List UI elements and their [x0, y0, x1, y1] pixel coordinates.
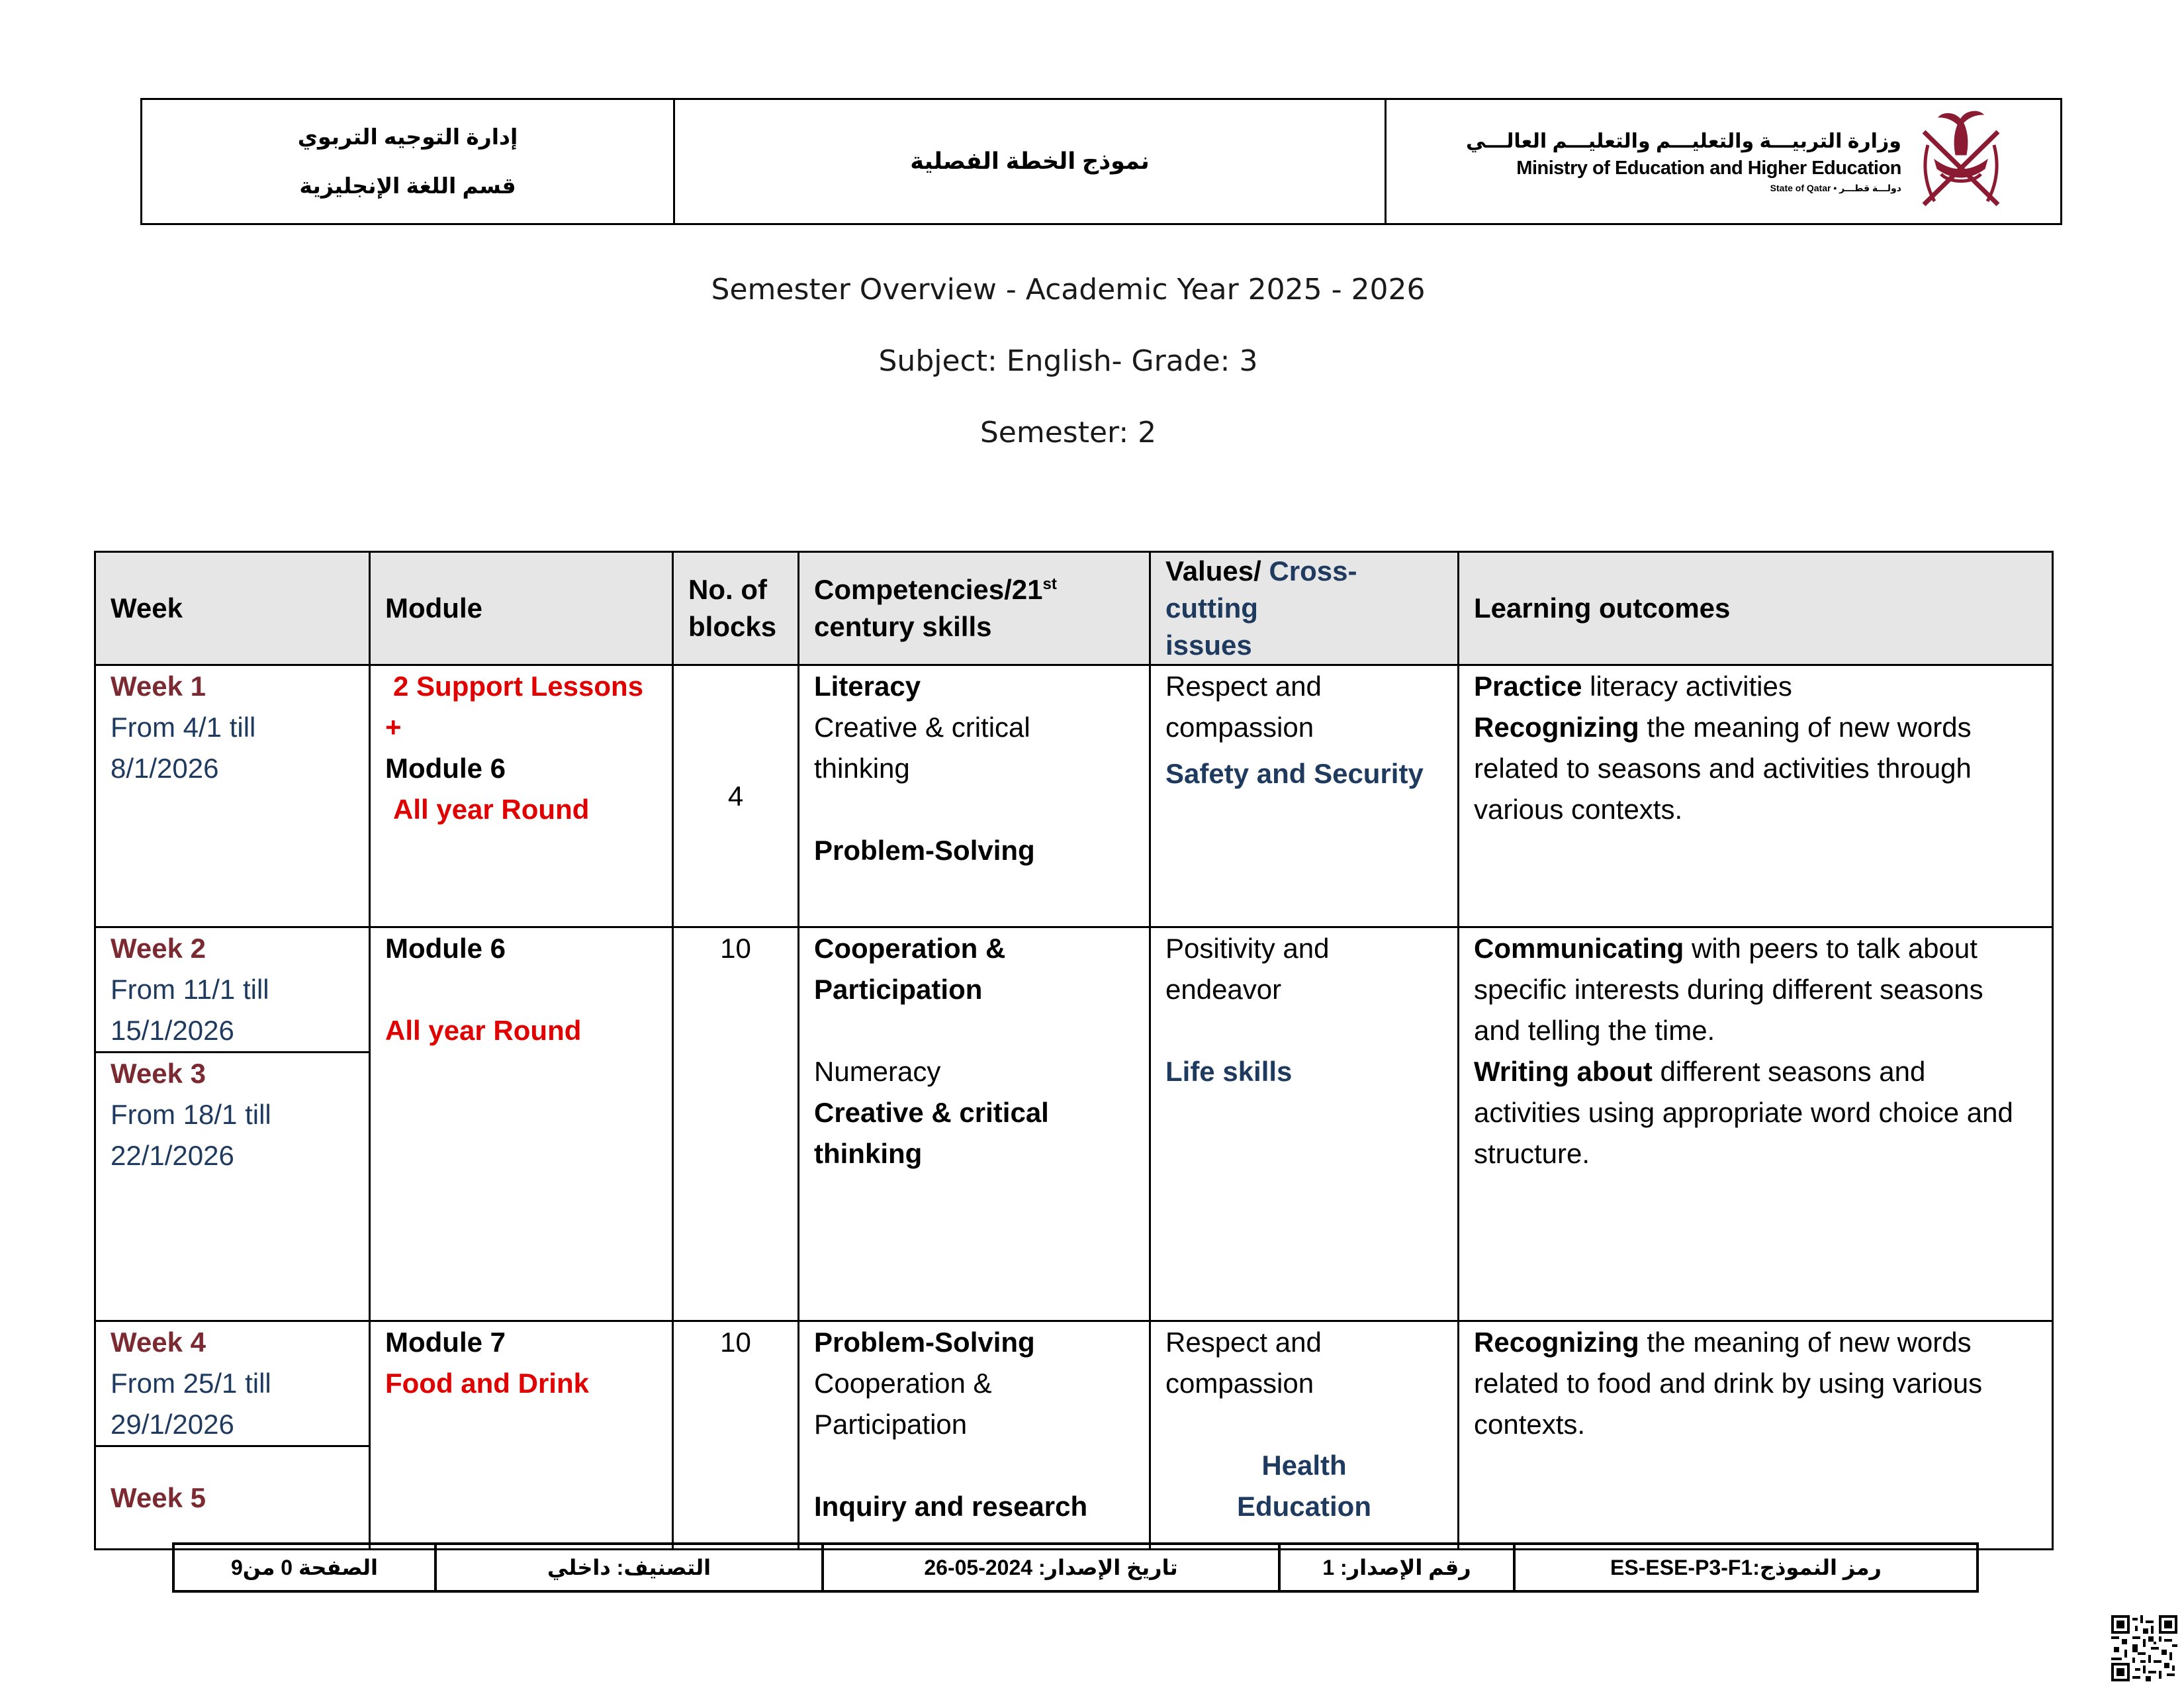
- state-label: State of Qatar • دولـــة قطـــر: [1770, 183, 1901, 193]
- module-theme: All year Round: [385, 1015, 582, 1046]
- section-name: قسم اللغة الإنجليزية: [299, 173, 516, 198]
- outcome-verb: Communicating: [1474, 933, 1684, 964]
- cross-cutting-issue: Safety and Security: [1165, 758, 1424, 789]
- learning-outcome: [1474, 1051, 2037, 1174]
- header-competencies-text: Competencies/21: [814, 574, 1043, 605]
- competency: Creative & critical: [814, 712, 1030, 743]
- competency: thinking: [814, 1138, 923, 1169]
- document-footer: [172, 1542, 1979, 1593]
- week-dates-start: From 4/1 till: [111, 712, 256, 743]
- cross-cutting-issue: Life skills: [1165, 1056, 1293, 1087]
- header-module: Module: [370, 552, 673, 665]
- week-dates-end: 29/1/2026: [111, 1409, 234, 1440]
- form-code: رمز النموذج:ES-ESE-P3-F1: [1514, 1544, 1978, 1591]
- competency: Participation: [814, 974, 983, 1005]
- header-week: Week: [95, 552, 370, 665]
- competency: Problem-Solving: [814, 1327, 1035, 1358]
- header-competencies: [799, 552, 1150, 665]
- table-header-row: [95, 552, 2053, 665]
- value-text: endeavor: [1165, 974, 1282, 1005]
- table-row: [95, 1321, 2053, 1446]
- value-text: Positivity and: [1165, 933, 1330, 964]
- ministry-logo-text: [1466, 128, 1901, 195]
- issue-number: رقم الإصدار: 1: [1279, 1544, 1514, 1591]
- outcomes-cell: [1459, 1321, 2053, 1550]
- competency: Creative & critical: [814, 1097, 1049, 1128]
- outcome-verb: Recognizing: [1474, 1327, 1639, 1358]
- overview-title: Semester Overview - Academic Year 2025 - 2026: [711, 273, 1426, 306]
- header-competencies-line2: century skills: [814, 611, 992, 642]
- week-label: Week 3: [111, 1058, 206, 1089]
- department-name: إدارة التوجيه التربوي: [297, 124, 518, 149]
- header-values-line2: issues: [1165, 630, 1252, 661]
- ministry-name-english: Ministry of Education and Higher Education: [1516, 158, 1901, 179]
- week-dates-start: From 18/1 till: [111, 1099, 271, 1130]
- outcome-text: literacy activities: [1582, 671, 1792, 702]
- learning-outcome: [1474, 707, 2037, 830]
- cross-cutting-issue: Health: [1261, 1450, 1347, 1481]
- week-cell: [95, 1446, 370, 1550]
- outcome-text: the meaning of new words related to seasons and activities through various contexts.: [1474, 712, 1972, 825]
- week-label: Week 5: [111, 1481, 206, 1513]
- module-cell: [370, 927, 673, 1321]
- blocks-cell: 10: [673, 1321, 799, 1550]
- competencies-cell: [799, 665, 1150, 927]
- semester-line: Semester: 2: [979, 416, 1157, 449]
- week-dates-end: 22/1/2026: [111, 1140, 234, 1171]
- table-row: [95, 927, 2053, 1053]
- competency: Inquiry and research: [814, 1491, 1088, 1522]
- header-values: [1150, 552, 1459, 665]
- table-row: [95, 665, 2053, 927]
- competency: Problem-Solving: [814, 835, 1035, 866]
- competency: Cooperation &: [814, 933, 1006, 964]
- week-label: Week 4: [111, 1327, 206, 1358]
- learning-outcome: [1474, 928, 2037, 1051]
- blocks-cell: 10: [673, 927, 799, 1321]
- competency: Participation: [814, 1409, 968, 1440]
- ministry-name-arabic: وزارة التربيـــة والتعليـــم والتعليـــم العالـــي: [1466, 130, 1901, 152]
- outcome-text: different seasons and activities using appropriate word choice and structure.: [1474, 1056, 2013, 1169]
- week-dates-end: 15/1/2026: [111, 1015, 234, 1046]
- competencies-cell: [799, 927, 1150, 1321]
- values-cell: [1150, 1321, 1459, 1550]
- cross-cutting-issue: Education: [1236, 1491, 1371, 1522]
- competencies-cell: [799, 1321, 1150, 1550]
- ministry-logo-cell: [1387, 100, 2060, 223]
- module-cell: [370, 1321, 673, 1550]
- learning-outcome: [1474, 1322, 2037, 1445]
- module-name: Module 7: [385, 1327, 506, 1358]
- competency: Numeracy: [814, 1056, 941, 1087]
- header-values-line1: [1165, 553, 1443, 627]
- subject-line: Subject: English- Grade: 3: [878, 344, 1258, 378]
- value-text: Respect and: [1165, 671, 1322, 702]
- competency: Literacy: [814, 671, 921, 702]
- value-text: Respect and: [1165, 1327, 1322, 1358]
- week-cell: [95, 1321, 370, 1446]
- competency: thinking: [814, 753, 910, 784]
- support-lessons: 2 Support Lessons: [393, 671, 644, 702]
- outcome-verb: Recognizing: [1474, 712, 1639, 743]
- week-label: Week 2: [111, 933, 206, 964]
- qr-code-icon: [2111, 1615, 2177, 1681]
- page-number: الصفحة 0 من9: [173, 1544, 435, 1591]
- module-theme: Food and Drink: [385, 1368, 589, 1399]
- value-text: compassion: [1165, 1368, 1314, 1399]
- value-text: compassion: [1165, 712, 1314, 743]
- week-cell: [95, 927, 370, 1053]
- header-values-text: Values/: [1165, 555, 1269, 586]
- competency: Cooperation &: [814, 1368, 992, 1399]
- header-competencies-line1: [814, 571, 1134, 608]
- header-outcomes: Learning outcomes: [1459, 552, 2053, 665]
- document-header: [140, 98, 2062, 225]
- learning-outcome: [1474, 666, 2037, 707]
- outcome-verb: Practice: [1474, 671, 1582, 702]
- module-theme: All year Round: [393, 794, 590, 825]
- header-blocks-line2: blocks: [688, 611, 777, 642]
- outcome-text: the meaning of new words related to food and drink by using various contexts.: [1474, 1327, 1983, 1440]
- header-blocks-line1: No. of: [688, 574, 767, 605]
- issue-date: تاريخ الإصدار: 2024-05-26: [823, 1544, 1279, 1591]
- header-blocks: [673, 552, 799, 665]
- header-competencies-sup: st: [1042, 575, 1057, 593]
- week-label: Week 1: [111, 671, 206, 702]
- week-cell: [95, 1053, 370, 1321]
- week-dates-start: From 25/1 till: [111, 1368, 271, 1399]
- classification: التصنيف: داخلي: [435, 1544, 823, 1591]
- values-cell: [1150, 665, 1459, 927]
- form-title-cell: [675, 100, 1387, 223]
- form-title: نموذج الخطة الفصلية: [910, 148, 1150, 174]
- outcome-verb: Writing about: [1474, 1056, 1653, 1087]
- header-cross-cutting: Cross-cutting: [1165, 555, 1357, 624]
- week-cell: [95, 665, 370, 927]
- outcomes-cell: [1459, 665, 2053, 927]
- qatar-emblem-icon: [1915, 105, 2007, 218]
- module-name: Module 6: [385, 933, 506, 964]
- outcomes-cell: [1459, 927, 2053, 1321]
- plus-sign: +: [385, 712, 402, 743]
- week-dates-start: From 11/1 till: [111, 974, 269, 1005]
- semester-plan-table: [94, 551, 2054, 1550]
- outcome-text: with peers to talk about specific interests during different seasons and telling the time.: [1474, 933, 1983, 1046]
- module-name: Module 6: [385, 753, 506, 784]
- blocks-cell: 4: [673, 665, 799, 927]
- values-cell: [1150, 927, 1459, 1321]
- department-cell: [142, 100, 675, 223]
- week-dates-end: 8/1/2026: [111, 753, 219, 784]
- module-cell: [370, 665, 673, 927]
